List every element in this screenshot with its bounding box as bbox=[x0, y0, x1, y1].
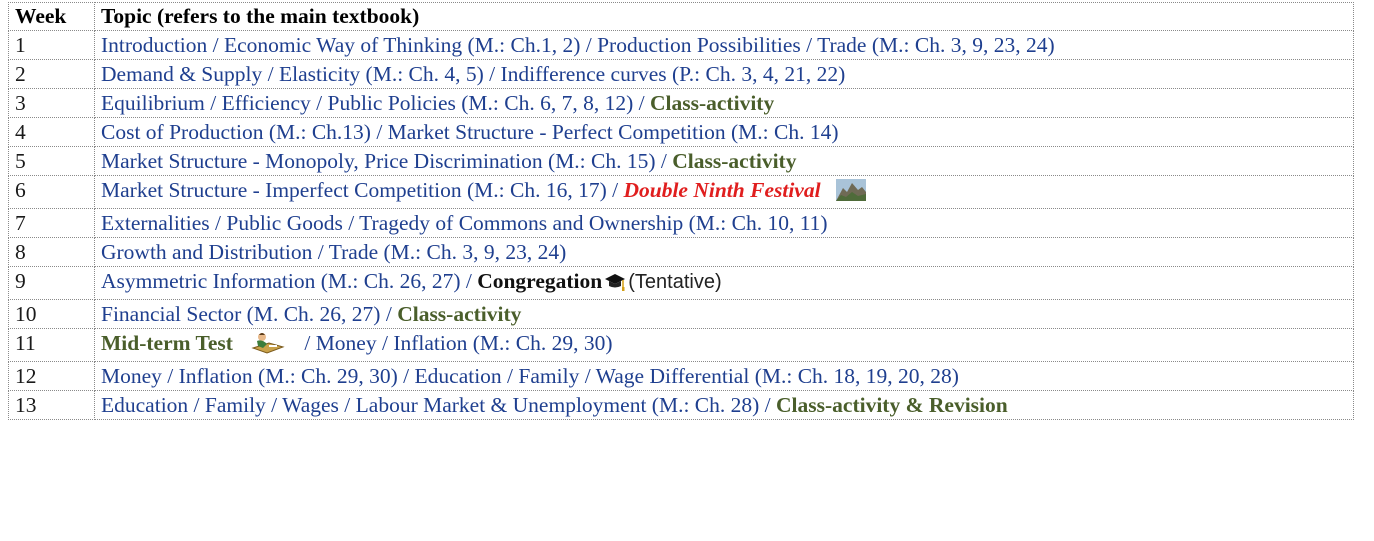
topic-text: Market Structure - Imperfect Competition (M.: Ch. 16, 17) / bbox=[101, 178, 624, 202]
week-number: 12 bbox=[9, 362, 95, 391]
table-row bbox=[9, 300, 1354, 329]
week-number: 10 bbox=[9, 300, 95, 329]
week-number: 3 bbox=[9, 89, 95, 118]
table-row bbox=[9, 209, 1354, 238]
week-number: 6 bbox=[9, 176, 95, 209]
topic-cell bbox=[95, 176, 1354, 209]
topic-cell bbox=[95, 209, 1354, 238]
table-row bbox=[9, 391, 1354, 420]
graduation-cap-icon bbox=[604, 272, 626, 298]
class-activity-label: Class-activity & Revision bbox=[776, 393, 1008, 417]
week-number: 1 bbox=[9, 31, 95, 60]
topic-cell bbox=[95, 391, 1354, 420]
topic-text: Externalities / Public Goods / Tragedy of Commons and Ownership (M.: Ch. 10, 11) bbox=[101, 211, 828, 235]
midterm-test-label: Mid-term Test bbox=[101, 331, 233, 355]
table-row bbox=[9, 176, 1354, 209]
topic-cell bbox=[95, 118, 1354, 147]
table-row bbox=[9, 118, 1354, 147]
table-row bbox=[9, 267, 1354, 300]
topic-cell bbox=[95, 362, 1354, 391]
class-activity-label: Class-activity bbox=[672, 149, 797, 173]
week-number: 8 bbox=[9, 238, 95, 267]
week-header: Week bbox=[9, 3, 95, 31]
topic-text: Asymmetric Information (M.: Ch. 26, 27) / bbox=[101, 269, 478, 293]
topic-cell bbox=[95, 267, 1354, 300]
topic-cell bbox=[95, 300, 1354, 329]
topic-text: Demand & Supply / Elasticity (M.: Ch. 4, 5) / Indifference curves (P.: Ch. 3, 4, 21, 22) bbox=[101, 62, 846, 86]
topic-text: Introduction / Economic Way of Thinking (M.: Ch.1, 2) / Production Possibilities / Trade (M.: Ch. 3, 9, 23, 24) bbox=[101, 33, 1055, 57]
table-row bbox=[9, 147, 1354, 176]
topic-cell bbox=[95, 238, 1354, 267]
class-activity-label: Class-activity bbox=[397, 302, 522, 326]
table-row bbox=[9, 31, 1354, 60]
table-row bbox=[9, 362, 1354, 391]
topic-text: Equilibrium / Efficiency / Public Policies (M.: Ch. 6, 7, 8, 12) / bbox=[101, 91, 650, 115]
festival-label: Double Ninth Festival bbox=[623, 178, 821, 202]
course-schedule-table bbox=[8, 2, 1354, 420]
congregation-label: Congregation bbox=[477, 269, 603, 293]
week-number: 11 bbox=[9, 329, 95, 362]
tentative-note: (Tentative) bbox=[628, 271, 722, 293]
header-row bbox=[9, 3, 1354, 31]
topic-text: Cost of Production (M.: Ch.13) / Market Structure - Perfect Competition (M.: Ch. 14) bbox=[101, 120, 839, 144]
topic-cell bbox=[95, 329, 1354, 362]
topic-text: Growth and Distribution / Trade (M.: Ch. 3, 9, 23, 24) bbox=[101, 240, 567, 264]
table-row bbox=[9, 89, 1354, 118]
topic-header: Topic (refers to the main textbook) bbox=[95, 3, 1354, 31]
week-number: 7 bbox=[9, 209, 95, 238]
topic-text: / Money / Inflation (M.: Ch. 29, 30) bbox=[298, 331, 613, 355]
topic-cell bbox=[95, 89, 1354, 118]
topic-text: Education / Family / Wages / Labour Market & Unemployment (M.: Ch. 28) / bbox=[101, 393, 777, 417]
week-number: 9 bbox=[9, 267, 95, 300]
table-row bbox=[9, 60, 1354, 89]
week-number: 13 bbox=[9, 391, 95, 420]
topic-text: Market Structure - Monopoly, Price Discrimination (M.: Ch. 15) / bbox=[101, 149, 673, 173]
table-row bbox=[9, 238, 1354, 267]
table-row bbox=[9, 329, 1354, 362]
topic-cell bbox=[95, 31, 1354, 60]
week-number: 4 bbox=[9, 118, 95, 147]
week-number: 2 bbox=[9, 60, 95, 89]
class-activity-label: Class-activity bbox=[650, 91, 775, 115]
topic-cell bbox=[95, 147, 1354, 176]
week-number: 5 bbox=[9, 147, 95, 176]
topic-cell bbox=[95, 60, 1354, 89]
topic-text: Financial Sector (M. Ch. 26, 27) / bbox=[101, 302, 398, 326]
topic-text: Money / Inflation (M.: Ch. 29, 30) / Education / Family / Wage Differential (M.: Ch. 18, 19, 20, 28) bbox=[101, 364, 959, 388]
mountain-icon bbox=[836, 179, 866, 207]
student-writing-icon bbox=[249, 332, 285, 360]
